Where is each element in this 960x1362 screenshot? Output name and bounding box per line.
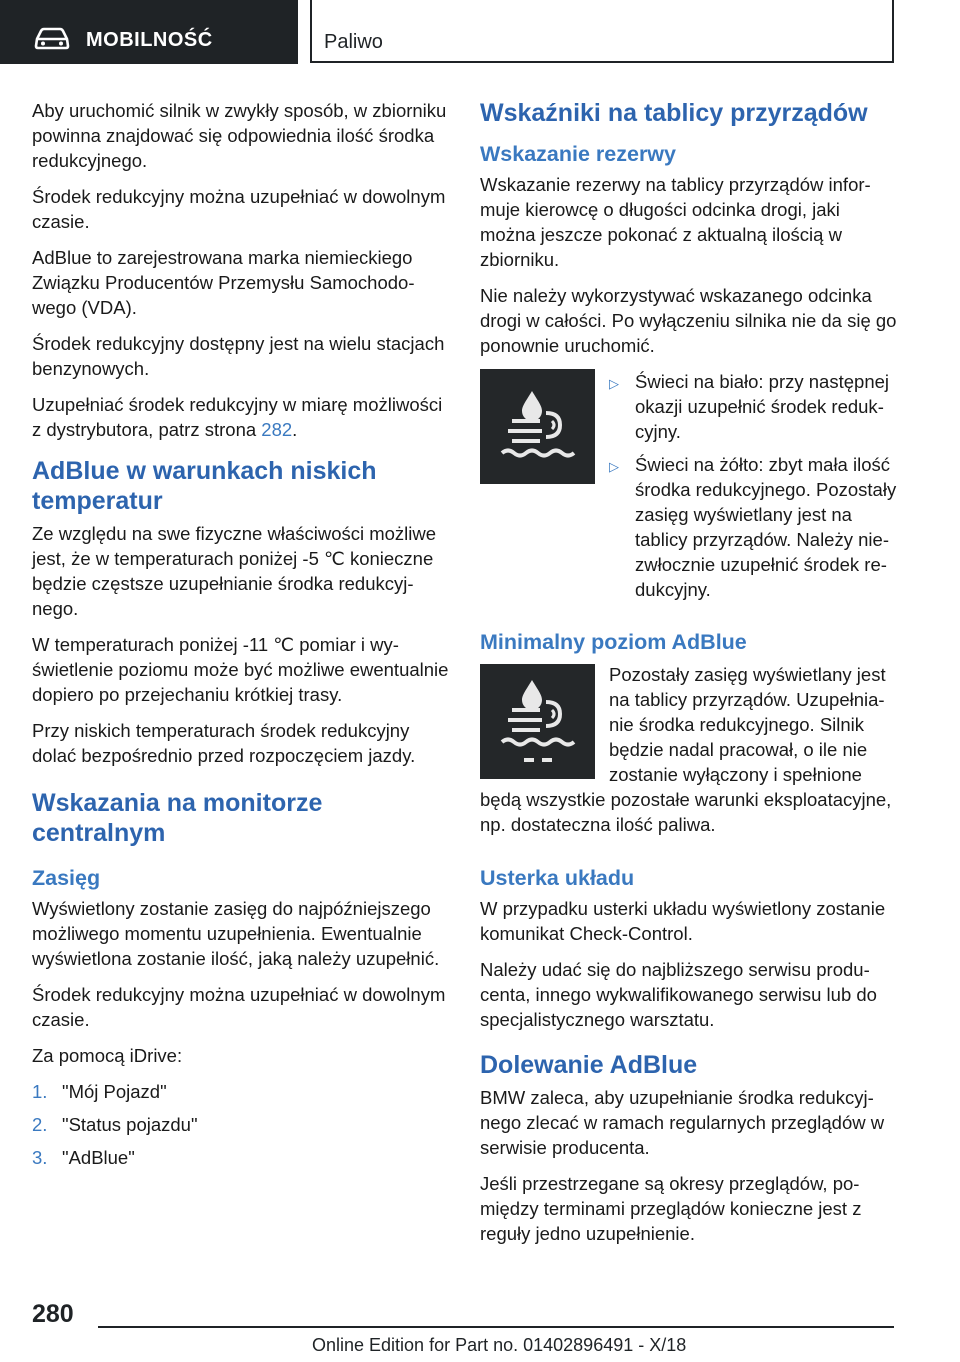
list-item — [609, 369, 900, 444]
step-number: 1. — [32, 1081, 48, 1102]
paragraph: BMW zaleca, aby uzupełnianie środka redukcyjnego zlecać w ramach regularnych przeglądów w serwisie producenta. — [480, 1087, 885, 1158]
minimum-level-block — [480, 662, 900, 848]
list-item — [32, 1145, 452, 1170]
heading-range: Zasięg — [32, 866, 101, 890]
paragraph: Pozostały zasięg wyświetlany jest na tablicy przyrządów. Uzupełnianie środka redukcyjnego. Silnik będzie nadal pracował, o ile nie zostanie wyłączony i spełnione będą wszystkie pozostałe warunki eksploatacyjne, np. dostateczna ilość paliwa. — [480, 664, 892, 835]
paragraph: Środek redukcyjny można uzupełniać w dowolnym czasie. — [32, 186, 446, 232]
heading-reserve: Wskazanie rezerwy — [480, 142, 676, 166]
idrive-steps — [32, 1079, 452, 1170]
left-column — [32, 98, 452, 1178]
step-number: 2. — [32, 1114, 48, 1135]
adblue-indicator-icon — [480, 369, 595, 484]
heading-refill: Dolewanie AdBlue — [480, 1051, 698, 1079]
paragraph: Jeśli przestrzegane są okresy przeglądów, pomiędzy terminami przeglądów konieczne jest z reguły jedno uzupełnienie. — [480, 1173, 862, 1244]
reserve-indicator-block — [480, 369, 900, 610]
paragraph: Środek redukcyjny można uzupełniać w dowolnym czasie. — [32, 984, 446, 1030]
right-column — [480, 98, 900, 1257]
triangle-bullet-icon: ▷ — [609, 376, 619, 391]
heading-cold-temperatures: AdBlue w warunkach niskich temperatur — [32, 457, 377, 515]
paragraph-end: . — [292, 419, 298, 440]
heading-indicators: Wskaźniki na tablicy przyrządów — [480, 99, 868, 127]
section-title: MOBILNOŚĆ — [86, 29, 213, 51]
paragraph: Wyświetlony zostanie zasięg do najpóźniejszego możliwego momentu uzupełnienia. Ewentualnie wyświetlona zostanie ilość, jaką należy uzupełnić. — [32, 898, 440, 969]
paragraph: Środek redukcyjny dostępny jest na wielu stacjach benzynowych. — [32, 333, 445, 379]
car-icon — [34, 27, 70, 51]
step-text: "Mój Pojazd" — [62, 1081, 167, 1102]
heading-central-monitor: Wskazania na monitorze centralnym — [32, 789, 323, 847]
indicator-bullets — [609, 369, 900, 610]
chapter-title: Paliwo — [324, 31, 383, 53]
paragraph: Za pomocą iDrive: — [32, 1045, 183, 1066]
paragraph-text: Uzupełniać środek redukcyjny w miarę możliwości z dystrybutora, patrz strona — [32, 394, 443, 440]
paragraph: W przypadku usterki układu wyświetlony zostanie komunikat Check-Control. — [480, 898, 886, 944]
paragraph: Wskazanie rezerwy na tablicy przyrządów informuje kierowcę o długości odcinka drogi, jaki można jeszcze pokonać z aktualną ilością w zbiorniku. — [480, 174, 871, 270]
adblue-minimum-icon — [480, 664, 595, 779]
list-item — [609, 452, 900, 602]
paragraph: Ze względu na swe fizyczne właściwości możliwe jest, że w temperaturach poniżej -5 ℃ konieczne będzie częstsze uzupełnianie środka redukcyjnego. — [32, 523, 437, 619]
paragraph: Aby uruchomić silnik w zwykły sposób, w zbiorniku powinna znajdować się odpowiednia ilość środka redukcyjnego. — [32, 100, 447, 171]
triangle-bullet-icon: ▷ — [609, 459, 619, 474]
paragraph: AdBlue to zarejestrowana marka niemieckiego Związku Producentów Przemysłu Samochodowego (VDA). — [32, 247, 415, 318]
bullet-text: Świeci na żółto: zbyt mała ilość środka redukcyjnego. Pozostały zasięg wyświetlany jest na tablicy przyrządów. Należy niezwłocznie uzupełnić środek redukcyjny. — [635, 454, 897, 600]
page-link[interactable]: 282 — [261, 419, 293, 440]
chapter-box — [310, 0, 894, 63]
paragraph: Nie należy wykorzystywać wskazanego odcinka drogi w całości. Po wyłączeniu silnika nie da się go ponownie uruchomić. — [480, 285, 897, 356]
heading-minimum-level: Minimalny poziom AdBlue — [480, 630, 747, 654]
step-text: "Status pojazdu" — [62, 1114, 198, 1135]
footer-divider — [98, 1326, 894, 1328]
page-footer — [0, 1290, 960, 1362]
step-number: 3. — [32, 1147, 48, 1168]
paragraph: W temperaturach poniżej -11 ℃ pomiar i wyświetlenie poziomu może być możliwe ewentualnie dopiero po przejechaniu krótkiej trasy. — [32, 634, 449, 705]
list-item — [32, 1079, 452, 1104]
page-number: 280 — [32, 1300, 74, 1328]
step-text: "AdBlue" — [62, 1147, 135, 1168]
paragraph-with-link — [32, 392, 452, 442]
list-item — [32, 1112, 452, 1137]
bullet-text: Świeci na biało: przy następnej okazji uzupełnić środek redukcyjny. — [635, 371, 890, 442]
paragraph: Przy niskich temperaturach środek redukcyjny dolać bezpośrednio przed rozpoczęciem jazdy. — [32, 720, 416, 766]
paragraph: Należy udać się do najbliższego serwisu producenta, innego wykwalifikowanego serwisu lub do specjalistycznego warsztatu. — [480, 959, 877, 1030]
page-header — [0, 0, 960, 66]
edition-note: Online Edition for Part no. 01402896491 - X/18 — [312, 1335, 687, 1355]
heading-system-fault: Usterka układu — [480, 866, 635, 890]
